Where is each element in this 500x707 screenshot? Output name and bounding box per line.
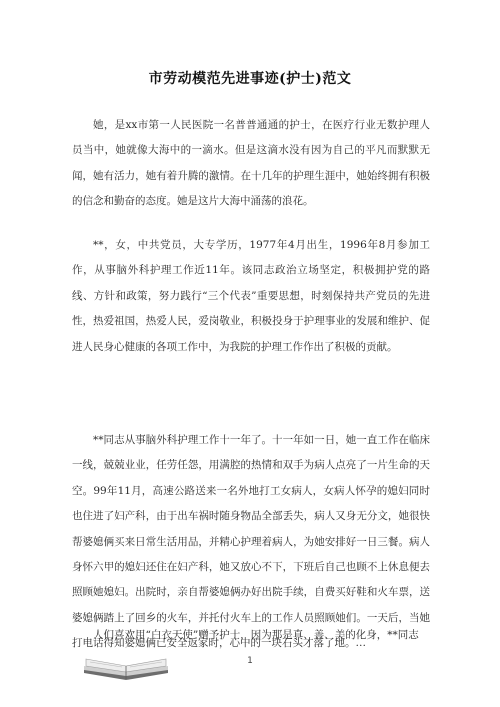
paragraph-angel: 人们喜欢用“白衣天使”赠予护士，因为那是真、善、美的化身，**同志 [93,629,419,641]
paragraph-profile: **，女，中共党员，大专学历，1977年4月出生，1996年8月参加工作，从事脑外科护理工作近11年。该同志政治立场坚定，积极拥护党的路线、方针和政策，努力践行“三个代表”重要思想，时刻保持共产党员的先进性，热爱祖国，热爱人民，爱岗敬业，积极投身于护理事业的发展和维护、促进人民身心健康的各项工作中，为我院的护理工作作出了积极的贡献。 [72,239,430,353]
document-title: 市劳动模范先进事迹(护士)范文 [148,71,352,87]
paragraph-intro: 她，是xx市第一人民医院一名普普通通的护士，在医疗行业无数护理人员当中，她就像大海中的一滴水。但是这滴水没有因为自己的平凡而默默无闻，她有活力，她有着升腾的激情。在十几年的护理生涯中，她始终拥有积极的信念和勤奋的态度。她是这片大海中涌荡的浪花。 [72,119,430,208]
paragraph-story: **同志从事脑外科护理工作十一年了。十一年如一日，她一直工作在临床一线，兢兢业业，任劳任怨，用满腔的热情和双手为病人点亮了一片生命的天空。99年11月，高速公路送来一名外地打工女病人，女病人怀孕的媳妇同时也住进了妇产科，由于出车祸时随身物品全部丢失，病人又身无分文，她很快帮婆媳俩买来日常生活用品，并精心护理着病人，为她安排好一日三餐。病人身怀六甲的媳妇还住在妇产科，她又放心不下，下班后自己也顾不上休息便去照顾她媳妇。出院时，亲自帮婆媳俩办好出院手续，自费买好鞋和火车票，送婆媳俩踏上了回乡的火车，并托付火车上的工作人员照顾她们。一天后，当她打电话得知婆媳俩已安全返家时，心中的一块石头才落了地。… [72,434,430,650]
page-number: 1 [247,656,253,666]
book-icon [82,653,170,681]
